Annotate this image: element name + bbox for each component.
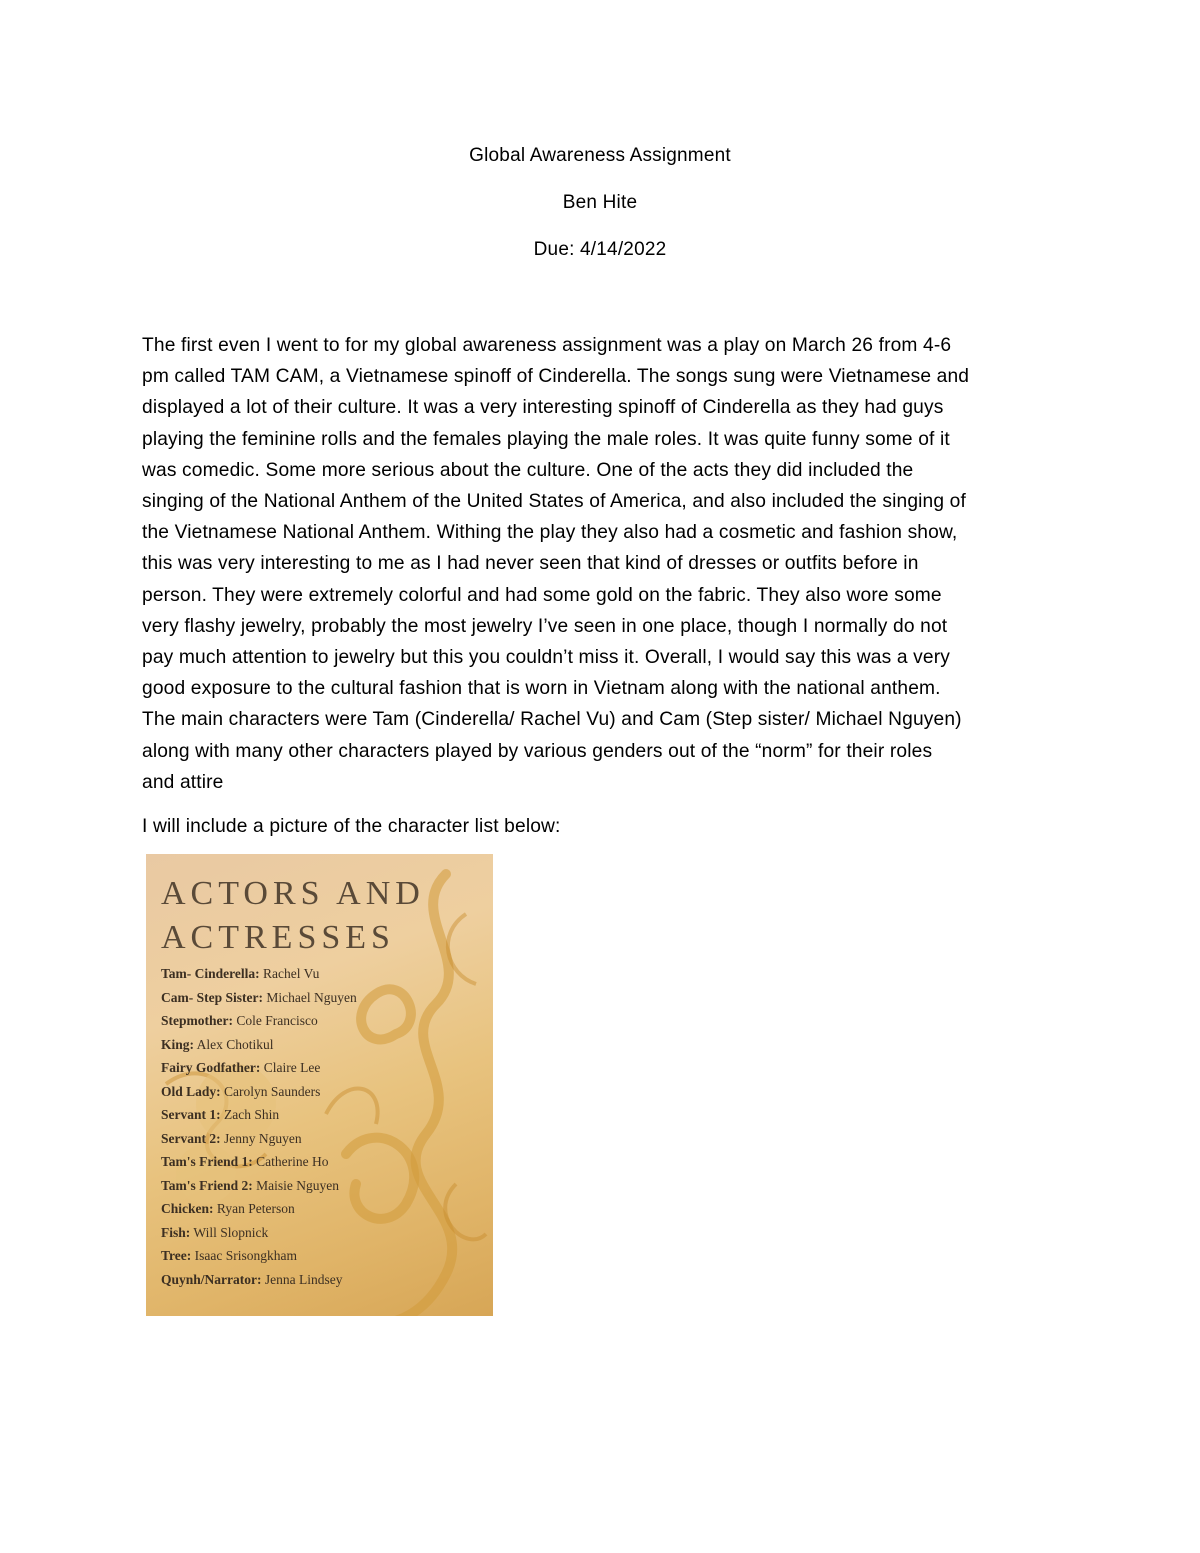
cast-role: Stepmother: [161,1013,233,1028]
cast-role: Old Lady: [161,1083,221,1099]
body-line: very flashy jewelry, probably the most jewelry I’ve seen in one place, though I normally do not [142,615,948,637]
cast-actor: Alex Chotikul [196,1036,274,1052]
cast-entry [161,986,357,1010]
body-line: The first even I went to for my global awareness assignment was a play on March 26 from 4-6 [142,335,952,356]
cast-entry [161,1127,357,1151]
cast-entry [161,1009,357,1033]
cast-actor: Carolyn Saunders [224,1083,321,1099]
cast-role: Quynh/Narrator: [161,1271,262,1287]
cast-role: Cam- Step Sister: [161,989,263,1005]
body-line: the Vietnamese National Anthem. Withing the play they also had a cosmetic and fashion show, [142,522,958,544]
cast-actor: Claire Lee [263,1060,321,1075]
cast-role: Tam's Friend 2: [161,1177,253,1193]
cast-role: Fairy Godfather: [161,1060,261,1075]
cast-role: Servant 1: [161,1107,221,1122]
cast-actor: Cole Francisco [236,1013,318,1028]
cast-role: King: [161,1036,195,1052]
document-title: Global Awareness Assignment [469,145,731,166]
due-date: Due: 4/14/2022 [533,239,667,260]
cast-entry [161,1244,357,1268]
image-caption: I will include a picture of the character list below: [142,816,561,837]
cast-role: Fish: [161,1224,191,1240]
cast-entry [161,1056,357,1080]
body-line: pay much attention to jewelry but this you couldn’t miss it. Overall, I would say this was a very [142,647,950,669]
cast-entry [161,1080,357,1104]
cast-entry [161,1033,357,1057]
body-line: The main characters were Tam (Cinderella/ Rachel Vu) and Cam (Step sister/ Michael Nguyen) [142,709,962,731]
poster-heading: ACTORS AND [161,875,425,912]
cast-entry [161,1103,357,1127]
cast-list [161,962,357,1291]
cast-actor: Zach Shin [224,1107,280,1122]
body-line: along with many other characters played by various genders out of the “norm” for their roles [142,740,933,762]
author-name: Ben Hite [562,192,638,213]
cast-actor: Catherine Ho [256,1154,329,1169]
cast-actor: Maisie Nguyen [256,1177,339,1193]
body-line: displayed a lot of their culture. It was a very interesting spinoff of Cinderella as they had guys [142,397,944,419]
cast-actor: Will Slopnick [193,1224,269,1240]
cast-actor: Jenna Lindsey [264,1271,343,1287]
body-line: good exposure to the cultural fashion that is worn in Vietnam along with the national anthem. [142,678,941,700]
body-line: was comedic. Some more serious about the culture. One of the acts they did included the [142,459,914,481]
body-paragraph [142,330,1062,798]
body-line: playing the feminine rolls and the females playing the male roles. It was quite funny some of it [142,428,950,450]
body-line: and attire [142,771,224,793]
cast-list-poster-image [146,854,493,1316]
cast-role: Tam- Cinderella: [161,966,260,981]
cast-entry [161,1174,357,1198]
poster-heading: ACTRESSES [161,919,395,956]
cast-actor: Rachel Vu [263,966,320,981]
cast-role: Chicken: [161,1201,214,1216]
body-line: singing of the National Anthem of the United States of America, and also included the singing of [142,491,966,513]
cast-role: Tree: [161,1248,192,1263]
cast-entry [161,1150,357,1174]
cast-entry [161,1221,357,1245]
cast-actor: Michael Nguyen [266,989,357,1005]
body-line: person. They were extremely colorful and had some gold on the fabric. They also wore some [142,584,942,606]
body-line: this was very interesting to me as I had never seen that kind of dresses or outfits before in [142,553,919,575]
cast-entry [161,962,357,986]
cast-actor: Ryan Peterson [216,1201,295,1216]
cast-role: Tam's Friend 1: [161,1154,253,1169]
cast-entry [161,1197,357,1221]
cast-actor: Isaac Srisongkham [194,1248,297,1263]
cast-entry [161,1268,357,1292]
cast-role: Servant 2: [161,1130,221,1146]
cast-actor: Jenny Nguyen [224,1130,302,1146]
body-line: pm called TAM CAM, a Vietnamese spinoff of Cinderella. The songs sung were Vietnamese and [142,366,970,388]
